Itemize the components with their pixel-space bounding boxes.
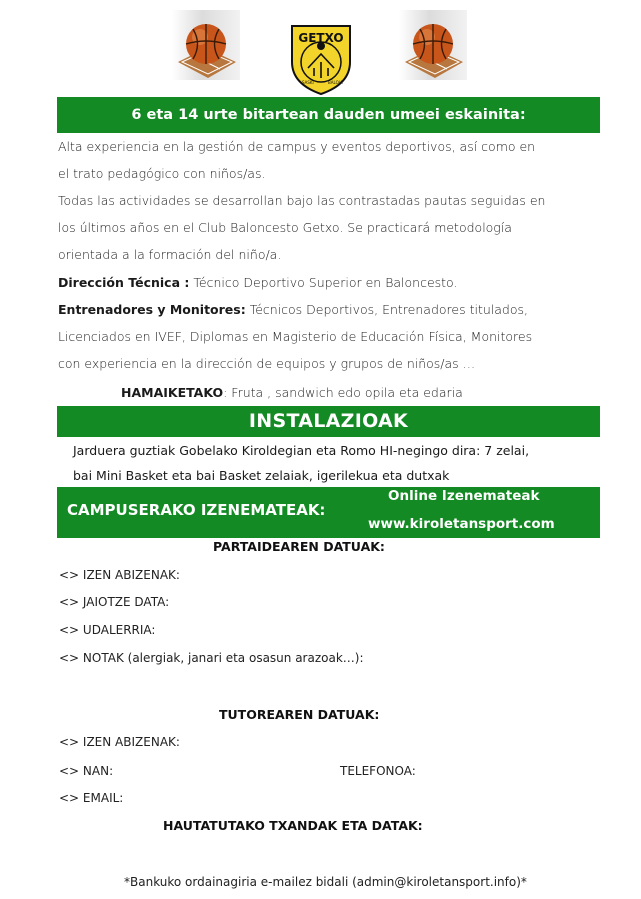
tutor-phone-field: TELEFONOA:: [340, 764, 416, 778]
snack-value: : Fruta , sandwich edo opila eta edaria: [223, 385, 463, 400]
intro-line-1: Alta experiencia en la gestión de campus y eventos deportivos, así como en: [58, 139, 536, 154]
participant-birthdate-field: <> JAIOTZE DATA:: [59, 595, 170, 609]
coaches: [58, 302, 528, 317]
snack-info: [121, 385, 463, 400]
facilities-line-1: Jarduera guztiak Gobelako Kiroldegian eta Romo HI-negingo dira: 7 zelai,: [73, 443, 530, 458]
coaches-label: Entrenadores y Monitores:: [58, 302, 246, 317]
technical-direction-value: Técnico Deportivo Superior en Baloncesto.: [189, 275, 458, 290]
tutor-email-field: <> EMAIL:: [59, 791, 124, 805]
basketball-court-image-left: [172, 10, 240, 80]
coaches-value: Técnicos Deportivos, Entrenadores titulados,: [245, 302, 528, 317]
snack-label: HAMAIKETAKO: [121, 385, 224, 400]
participant-title: PARTAIDEAREN DATUAK:: [213, 539, 385, 554]
technical-direction: [58, 275, 457, 290]
intro-line-2: el trato pedagógico con niños/as.: [58, 166, 266, 181]
facilities-banner: INSTALAZIOAK: [57, 406, 600, 437]
tutor-id-field: <> NAN:: [59, 764, 114, 778]
participant-town-field: <> UDALERRIA:: [59, 623, 156, 637]
logo-text: GETXO: [298, 31, 344, 45]
basketball-icon: [399, 10, 467, 80]
intro-line-3: Todas las actividades se desarrollan bajo las contrastadas pautas seguidas en: [58, 193, 546, 208]
tutor-name-field: <> IZEN ABIZENAK:: [59, 735, 180, 749]
technical-direction-label: Dirección Técnica :: [58, 275, 190, 290]
website-link[interactable]: www.kiroletansport.com: [368, 516, 555, 532]
coaches-line-2: Licenciados en IVEF, Diplomas en Magisterio de Educación Física, Monitores: [58, 329, 533, 344]
participant-name-field: <> IZEN ABIZENAK:: [59, 568, 180, 582]
facilities-line-2: bai Mini Basket eta bai Basket zelaiak, igerilekua eta dutxak: [73, 468, 450, 483]
tutor-title: TUTOREAREN DATUAK:: [219, 707, 380, 722]
intro-line-4: los últimos años en el Club Baloncesto Getxo. Se practicará metodología: [58, 220, 512, 235]
registration-banner: [57, 487, 600, 538]
shifts-title: HAUTATUTAKO TXANDAK ETA DATAK:: [163, 818, 423, 833]
club-logo: [284, 22, 358, 96]
logo-ring-right: BALOIA: [328, 80, 343, 85]
participant-notes-field: <> NOTAK (alergiak, janari eta osasun arazoak…):: [59, 651, 364, 665]
getxo-shield-icon: [284, 22, 358, 96]
basketball-court-image-right: [399, 10, 467, 80]
registration-title: CAMPUSERAKO IZENEMATEAK:: [67, 501, 326, 519]
coaches-line-3: con experiencia en la dirección de equipos y grupos de niños/as …: [58, 356, 476, 371]
basketball-icon: [172, 10, 240, 80]
logo-ring-left: SASKI: [302, 80, 314, 85]
age-range-banner: 6 eta 14 urte bitartean dauden umeei eskainita:: [57, 97, 600, 133]
online-registration-label: Online Izenemateak: [388, 488, 540, 504]
footer-note: *Bankuko ordainagiria e-mailez bidali (admin@kiroletansport.info)*: [124, 875, 527, 889]
intro-line-5: orientada a la formación del niño/a.: [58, 247, 282, 262]
